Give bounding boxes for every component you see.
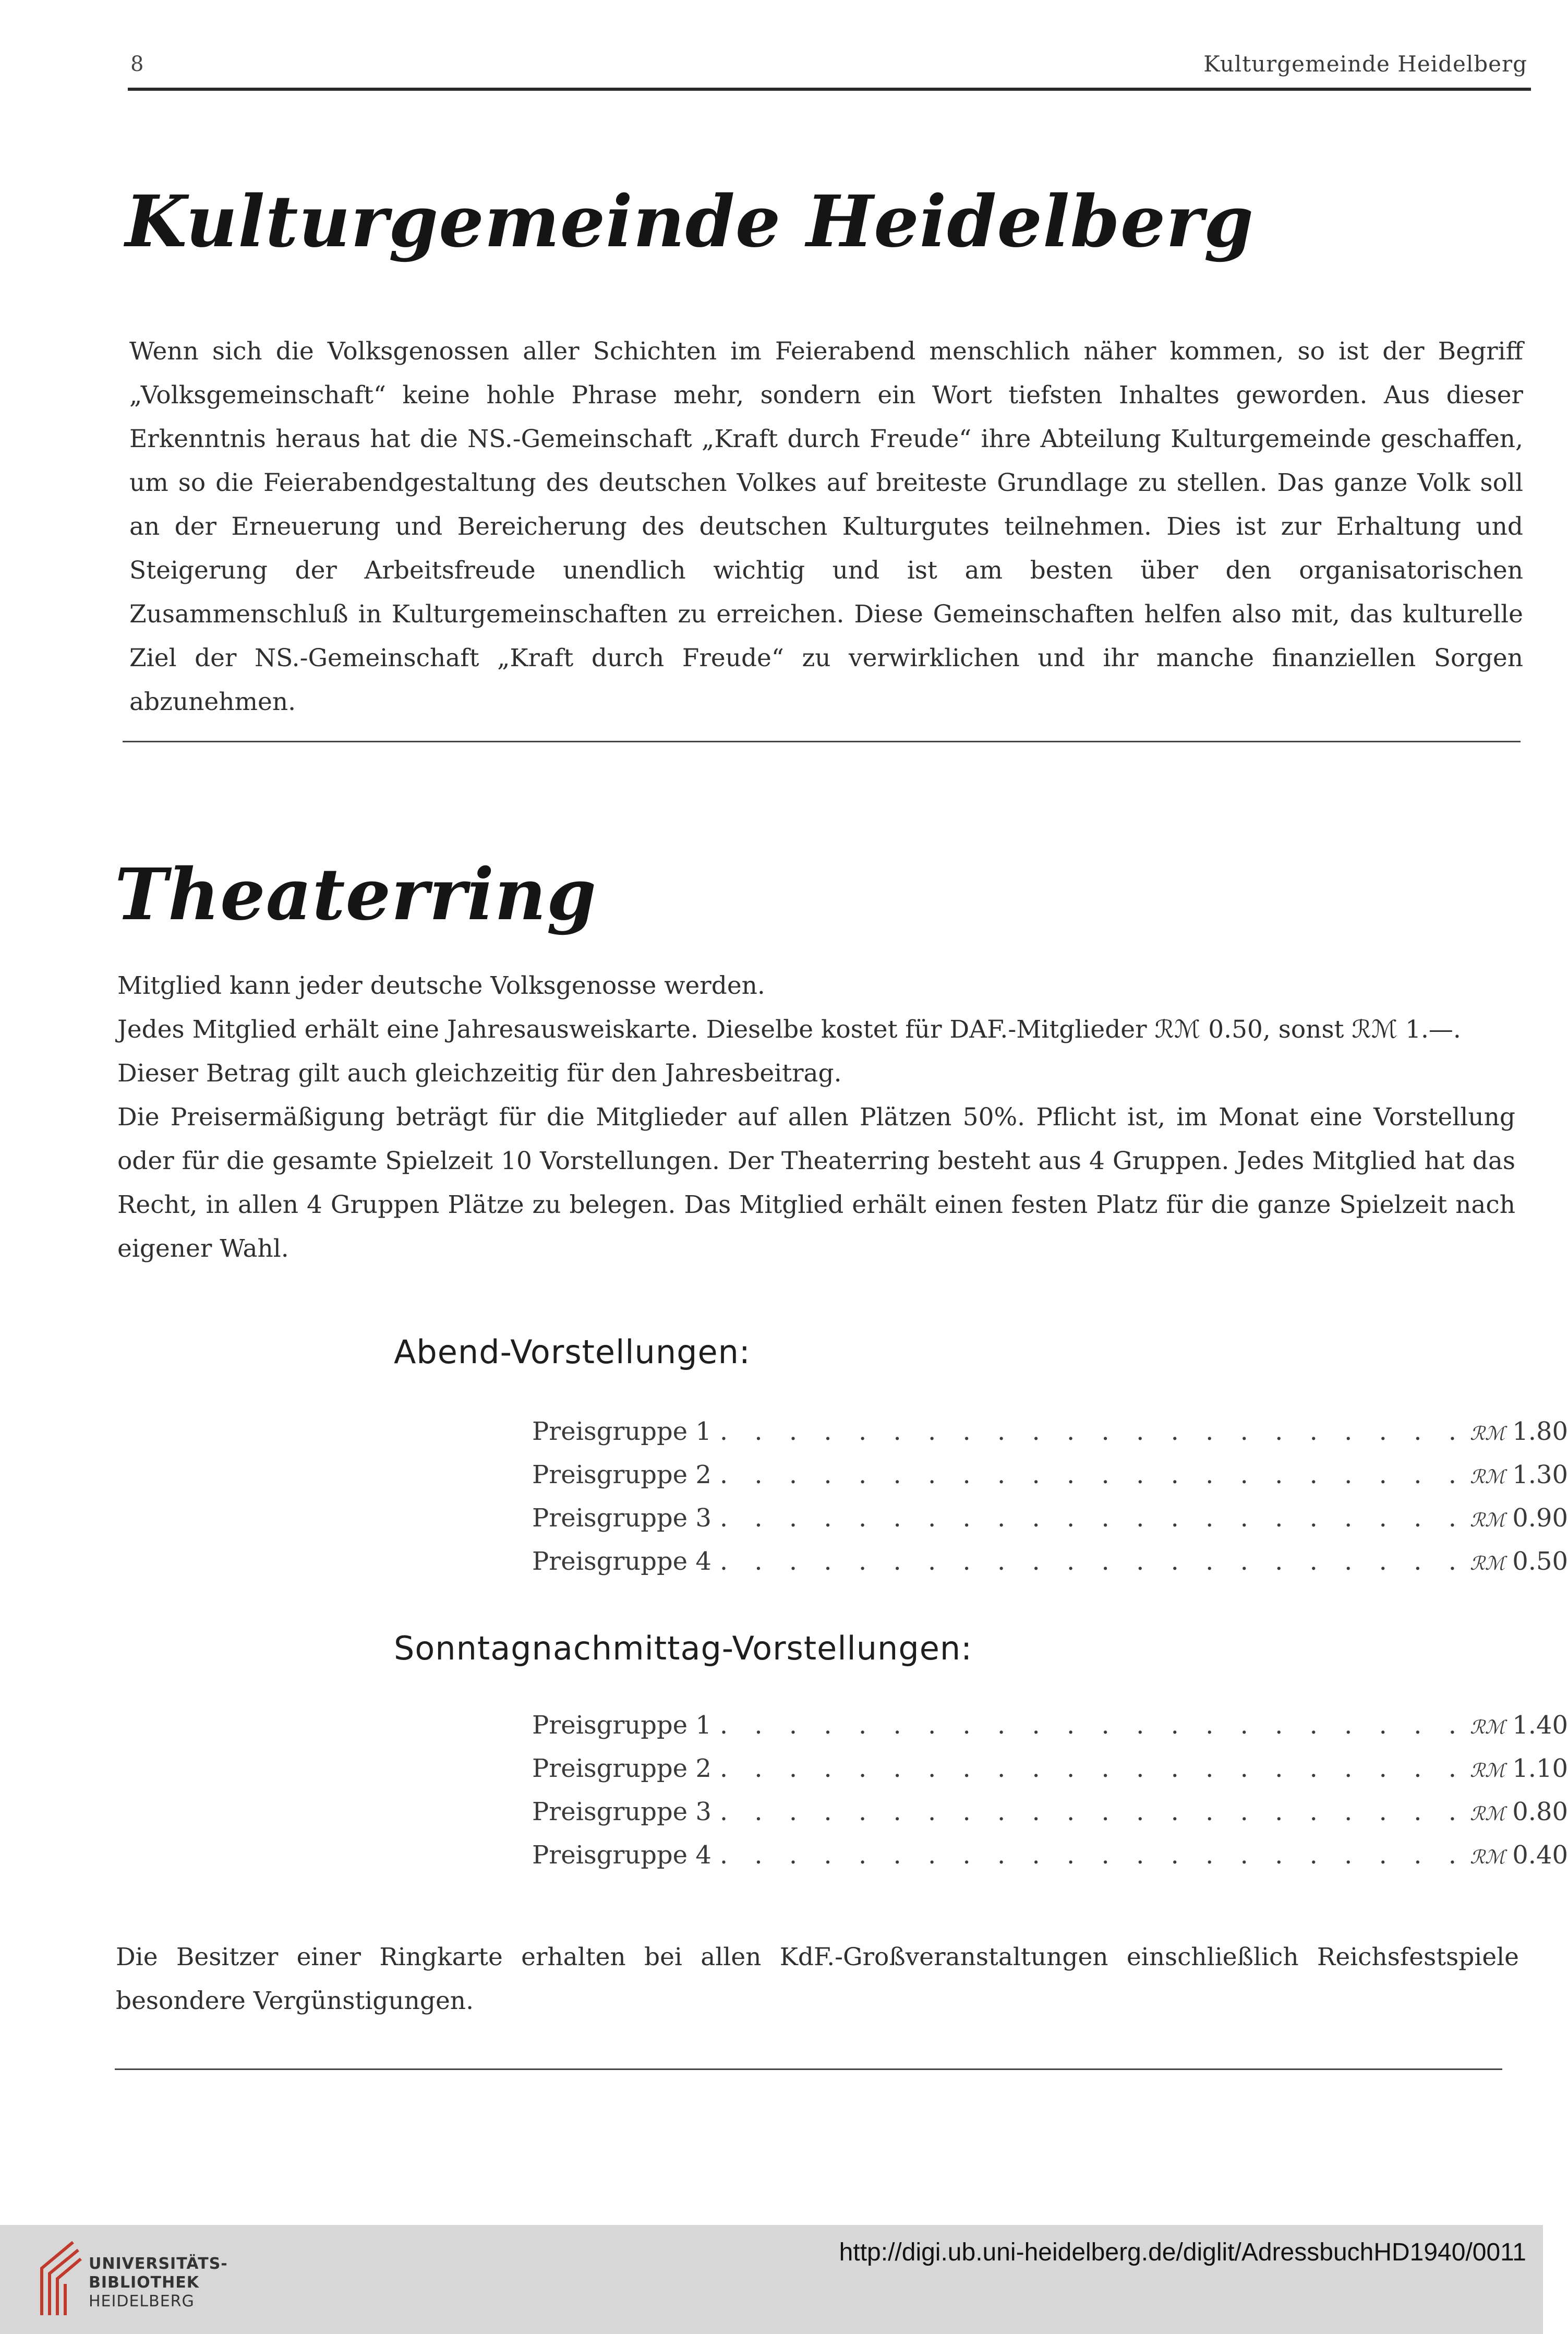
currency-symbol: ℛℳ: [1469, 1510, 1505, 1531]
price-row: [532, 1454, 1568, 1498]
leader-dots: . . . . . . . . . . . . . . . . . . . . . .: [719, 1754, 1466, 1783]
currency-symbol: ℛℳ: [1469, 1466, 1505, 1488]
abend-heading: Abend-Vorstellungen:: [394, 1333, 751, 1371]
currency-symbol: ℛℳ: [1469, 1803, 1505, 1825]
price-amount: 1.30: [1512, 1460, 1568, 1489]
price-row: [532, 1498, 1568, 1541]
price-group-label: Preisgruppe 1: [532, 1711, 711, 1740]
price-row: [532, 1411, 1568, 1454]
theaterring-line-membership: Mitglied kann jeder deutsche Volksgenosse werden.: [117, 971, 765, 1000]
currency-symbol: ℛℳ: [1469, 1847, 1505, 1868]
theaterring-text: [117, 964, 1515, 1271]
price-amount: 1.80: [1512, 1417, 1568, 1446]
currency-symbol: ℛℳ: [1469, 1553, 1505, 1574]
leader-dots: . . . . . . . . . . . . . . . . . . . . . .: [719, 1797, 1466, 1826]
price-row: [532, 1748, 1568, 1791]
abend-price-table: [532, 1411, 1568, 1584]
price-row: [532, 1791, 1568, 1835]
page-number: 8: [130, 52, 144, 76]
running-title: Kulturgemeinde Heidelberg: [1203, 51, 1527, 77]
library-name-line: HEIDELBERG: [89, 2292, 195, 2311]
library-name-line: BIBLIOTHEK: [89, 2273, 199, 2292]
leader-dots: . . . . . . . . . . . . . . . . . . . . . .: [719, 1417, 1466, 1446]
ringkarte-note: Die Besitzer einer Ringkarte erhalten bei allen KdF.-Großveranstaltungen einschließlich Reichsfestspiele besondere Vergünstigungen.: [116, 1943, 1519, 2015]
section-divider: [115, 2068, 1502, 2070]
section-divider: [123, 741, 1521, 742]
kulturgemeinde-paragraph: Wenn sich die Volksgenossen aller Schichten im Feierabend menschlich näher kommen, so ist der Begriff „Volksgemeinschaft“ keine hohle Phrase mehr, sondern ein Wort tiefsten Inhaltes geworden. Aus dieser Erkenntnis heraus hat die NS.-Gemeinschaft „Kraft durch Freude“ ihre Abteilung Kulturgemeinde geschaffen, um so die Feierabendgestaltung des deutschen Volkes auf breiteste Grundlage zu stellen. Das ganze Volk soll an der Erneuerung und Bereicherung des deutschen Kulturgutes teilnehmen. Dies ist zur Erhaltung und Steigerung der Arbeitsfreude unendlich wichtig und ist am besten über den organisatorischen Zusammenschluß in Kulturgemeinschaften zu erreichen. Diese Gemeinschaften helfen also mit, das kulturelle Ziel der NS.-Gemeinschaft „Kraft durch Freude“ zu verwirklichen und ihr manche finanziellen Sorgen abzunehmen.: [129, 337, 1523, 716]
price-group-label: Preisgruppe 4: [532, 1547, 711, 1576]
theaterring-line-fee: Dieser Betrag gilt auch gleichzeitig für den Jahresbeitrag.: [117, 1059, 842, 1088]
price-amount: 0.80: [1512, 1797, 1568, 1826]
price-amount: 0.90: [1512, 1503, 1568, 1533]
price-row: [532, 1541, 1568, 1584]
price-group-label: Preisgruppe 2: [532, 1460, 711, 1489]
currency-symbol: ℛℳ: [1469, 1717, 1505, 1738]
leader-dots: . . . . . . . . . . . . . . . . . . . . . .: [719, 1460, 1466, 1489]
price-row: [532, 1705, 1568, 1748]
leader-dots: . . . . . . . . . . . . . . . . . . . . . .: [719, 1547, 1466, 1576]
theaterring-line-discount: Die Preisermäßigung beträgt für die Mitglieder auf allen Plätzen 50%. Pflicht ist, im Monat eine Vorstellung oder für die gesamte Spielzeit 10 Vorstellungen. Der Theaterring besteht aus 4 Gruppen. Jedes Mitglied hat das Recht, in allen 4 Gruppen Plätze zu belegen. Das Mitglied erhält einen festen Platz für die ganze Spielzeit nach eigener Wahl.: [117, 1103, 1515, 1263]
library-logo-icon: [37, 2237, 83, 2320]
currency-symbol: ℛℳ: [1469, 1760, 1505, 1782]
sonntag-heading: Sonntagnachmittag-Vorstellungen:: [394, 1629, 973, 1667]
price-group-label: Preisgruppe 4: [532, 1840, 711, 1870]
source-url-link[interactable]: http://digi.ub.uni-heidelberg.de/diglit/AdressbuchHD1940/0011: [839, 2239, 1526, 2266]
price-amount: 0.50: [1512, 1547, 1568, 1576]
header-rule: [128, 88, 1531, 91]
currency-symbol: ℛℳ: [1469, 1423, 1505, 1445]
leader-dots: . . . . . . . . . . . . . . . . . . . . . .: [719, 1840, 1466, 1870]
price-row: [532, 1835, 1568, 1878]
price-group-label: Preisgruppe 2: [532, 1754, 711, 1783]
leader-dots: . . . . . . . . . . . . . . . . . . . . . .: [719, 1711, 1466, 1740]
price-amount: 1.40: [1512, 1711, 1568, 1740]
leader-dots: . . . . . . . . . . . . . . . . . . . . . .: [719, 1503, 1466, 1533]
price-group-label: Preisgruppe 3: [532, 1503, 711, 1533]
section-title-kulturgemeinde: Kulturgemeinde Heidelberg: [125, 180, 1255, 263]
price-amount: 0.40: [1512, 1840, 1568, 1870]
library-name-line: UNIVERSITÄTS-: [89, 2255, 228, 2273]
price-group-label: Preisgruppe 1: [532, 1417, 711, 1446]
sonntag-price-table: [532, 1705, 1568, 1878]
price-group-label: Preisgruppe 3: [532, 1797, 711, 1826]
section-title-theaterring: Theaterring: [115, 853, 597, 936]
theaterring-line-card: Jedes Mitglied erhält eine Jahresausweiskarte. Dieselbe kostet für DAF.-Mitglieder ℛℳ 0.50, sonst ℛℳ 1.—.: [117, 1015, 1461, 1044]
price-amount: 1.10: [1512, 1754, 1568, 1783]
